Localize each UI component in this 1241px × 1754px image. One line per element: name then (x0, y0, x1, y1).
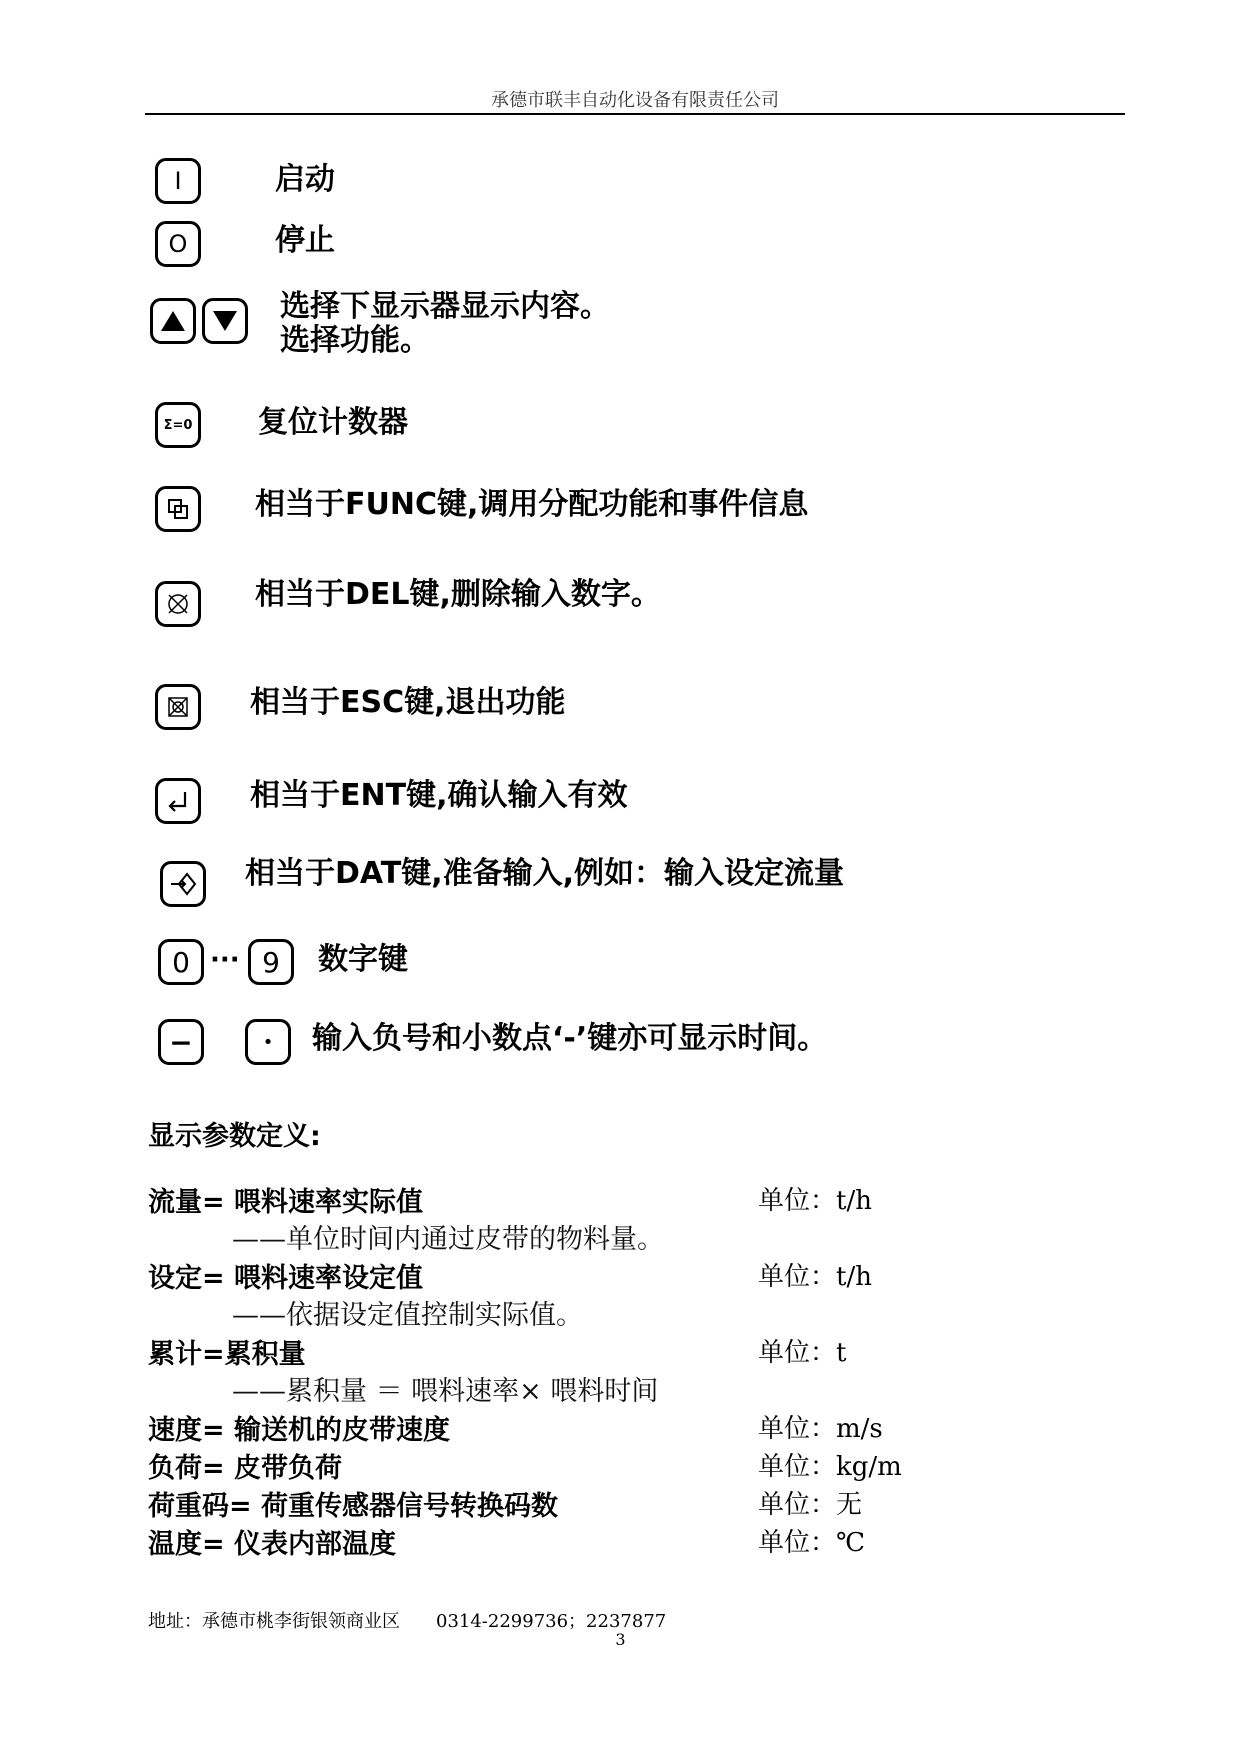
definition-note-total: ——累积量 ＝ 喂料速率× 喂料时间 (232, 1376, 659, 1407)
func-key-icon (155, 486, 201, 532)
definition-unit: 单位：℃ (758, 1528, 866, 1558)
key-row-stop (0, 218, 1241, 278)
definition-unit: 单位：t/h (758, 1186, 872, 1216)
definition-row-loadcell (148, 1484, 1148, 1520)
key-desc-stop: 停止 (275, 223, 335, 258)
definition-row-speed (148, 1408, 1148, 1444)
key-row-func (0, 484, 1241, 544)
definition-term: 负荷= 皮带负荷 (148, 1453, 343, 1484)
footer-address: 地址：承德市桃李街银领商业区 0314-2299736；2237877 (148, 1611, 667, 1632)
definition-unit: 单位：无 (758, 1490, 863, 1520)
key-desc-func: 相当于FUNC键,调用分配功能和事件信息 (255, 487, 809, 522)
start-key-icon: I (155, 158, 201, 204)
definition-row-load (148, 1446, 1148, 1482)
key-row-arrows (0, 290, 1241, 370)
ent-key-icon (155, 778, 201, 824)
digit-range-dots: ··· (210, 945, 240, 975)
key-desc-arrows-line1: 选择下显示器显示内容。 (280, 289, 610, 324)
definition-term: 累计=累积量 (148, 1339, 306, 1370)
digit-9-key-icon: 9 (248, 939, 294, 985)
definition-term: 设定= 喂料速率设定值 (148, 1263, 424, 1294)
key-row-esc (0, 680, 1241, 740)
stop-key-icon: O (155, 221, 201, 267)
key-row-minus-dot (0, 1016, 1241, 1076)
key-desc-esc: 相当于ESC键,退出功能 (250, 685, 566, 720)
key-row-ent (0, 775, 1241, 835)
definition-unit: 单位：t (758, 1338, 847, 1368)
key-desc-dat: 相当于DAT键,准备输入,例如：输入设定流量 (245, 856, 845, 891)
digit-0-key-icon: 0 (158, 939, 204, 985)
definition-term: 荷重码= 荷重传感器信号转换码数 (148, 1491, 559, 1522)
header-divider (145, 113, 1125, 115)
esc-key-icon (155, 684, 201, 730)
minus-key-icon: − (158, 1019, 204, 1065)
key-desc-arrows-line2: 选择功能。 (280, 323, 430, 358)
key-row-start (0, 155, 1241, 215)
definition-term: 流量= 喂料速率实际值 (148, 1187, 424, 1218)
definition-note-setpoint: ——依据设定值控制实际值。 (232, 1300, 583, 1331)
definition-row-flow (148, 1180, 1148, 1216)
reset-counter-key-icon: Σ=0 (155, 402, 201, 448)
definition-unit: 单位：t/h (758, 1262, 872, 1292)
key-row-del (0, 578, 1241, 638)
definition-term: 速度= 输送机的皮带速度 (148, 1415, 451, 1446)
page-header-company: 承德市联丰自动化设备有限责任公司 (491, 90, 779, 111)
definition-unit: 单位：kg/m (758, 1452, 902, 1482)
definition-row-temperature (148, 1522, 1148, 1558)
dat-key-icon (160, 861, 206, 907)
key-desc-minus-dot: 输入负号和小数点‘-’键亦可显示时间。 (312, 1021, 828, 1056)
dot-key-icon: • (245, 1019, 291, 1065)
page-number: 3 (615, 1630, 626, 1649)
key-row-reset (0, 400, 1241, 460)
definition-note-flow: ——单位时间内通过皮带的物料量。 (232, 1224, 664, 1255)
key-desc-ent: 相当于ENT键,确认输入有效 (250, 778, 628, 813)
definitions-title: 显示参数定义: (148, 1121, 321, 1152)
key-desc-start: 启动 (275, 162, 335, 197)
up-arrow-key-icon (150, 298, 196, 344)
key-desc-del: 相当于DEL键,删除输入数字。 (255, 577, 661, 612)
key-desc-digits: 数字键 (318, 942, 408, 977)
definition-row-total (148, 1332, 1148, 1368)
definition-term: 温度= 仪表内部温度 (148, 1529, 397, 1560)
down-arrow-key-icon (202, 298, 248, 344)
del-key-icon (155, 581, 201, 627)
definition-unit: 单位：m/s (758, 1414, 883, 1444)
key-row-digits (0, 935, 1241, 995)
definition-row-setpoint (148, 1256, 1148, 1292)
key-row-dat (0, 857, 1241, 917)
key-desc-reset: 复位计数器 (258, 405, 408, 440)
